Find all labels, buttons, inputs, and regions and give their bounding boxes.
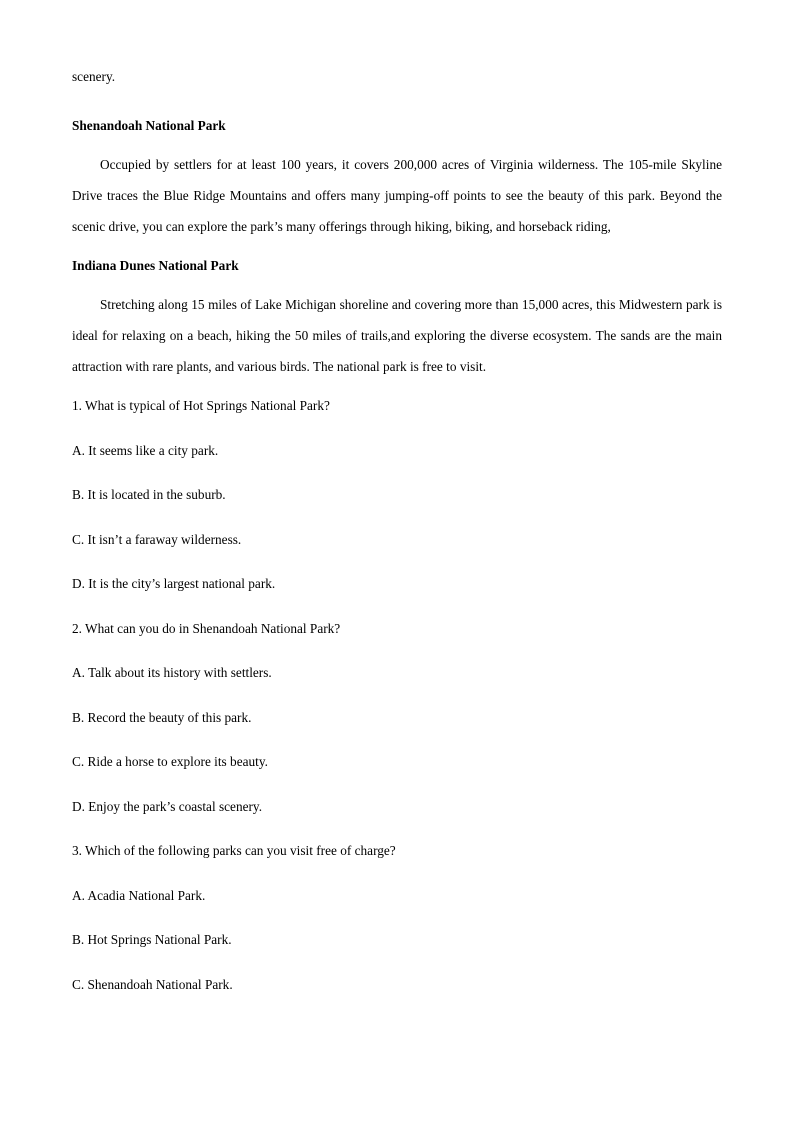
section-indiana-dunes <box>72 255 722 382</box>
question-stem: 3. Which of the following parks can you visit free of charge? <box>72 843 396 858</box>
section-body: Occupied by settlers for at least 100 years, it covers 200,000 acres of Virginia wilderness. The 105-mile Skyline Drive traces the Blue Ridge Mountains and offers many jumping-off points to see the beauty of this park. Beyond the scenic drive, you can explore the park’s many offerings through hiking, biking, and horseback riding, <box>72 157 722 234</box>
answer-option: D. It is the city’s largest national park. <box>72 576 276 591</box>
question-stem: 1. What is typical of Hot Springs National Park? <box>72 398 330 413</box>
answer-option: A. Acadia National Park. <box>72 887 206 903</box>
question-1 <box>72 395 722 618</box>
question-stem: 2. What can you do in Shenandoah National Park? <box>72 620 341 636</box>
question-2 <box>72 618 722 841</box>
section-body: Stretching along 15 miles of Lake Michigan shoreline and covering more than 15,000 acres, this Midwestern park is ideal for relaxing on a beach, hiking the 50 miles of trails,and exploring the diverse ecosystem. The sands are the main attraction with rare plants, and various birds. The national park is free to visit. <box>72 297 722 374</box>
continuation-text: scenery. <box>72 69 116 84</box>
answer-option: A. It seems like a city park. <box>72 442 219 458</box>
answer-option: D. Enjoy the park’s coastal scenery. <box>72 798 263 814</box>
section-heading: Indiana Dunes National Park <box>72 258 239 273</box>
document-page <box>72 66 722 995</box>
question-3 <box>72 840 722 995</box>
answer-option: C. It isn’t a faraway wilderness. <box>72 531 242 547</box>
answer-option: B. It is located in the suburb. <box>72 487 226 502</box>
question-list <box>72 395 722 995</box>
answer-option: C. Shenandoah National Park. <box>72 976 233 992</box>
section-heading: Shenandoah National Park <box>72 118 226 133</box>
answer-option: A. Talk about its history with settlers. <box>72 665 272 680</box>
answer-option: C. Ride a horse to explore its beauty. <box>72 754 268 769</box>
answer-option: B. Hot Springs National Park. <box>72 932 232 947</box>
answer-option: B. Record the beauty of this park. <box>72 709 252 725</box>
section-shenandoah <box>72 115 722 242</box>
